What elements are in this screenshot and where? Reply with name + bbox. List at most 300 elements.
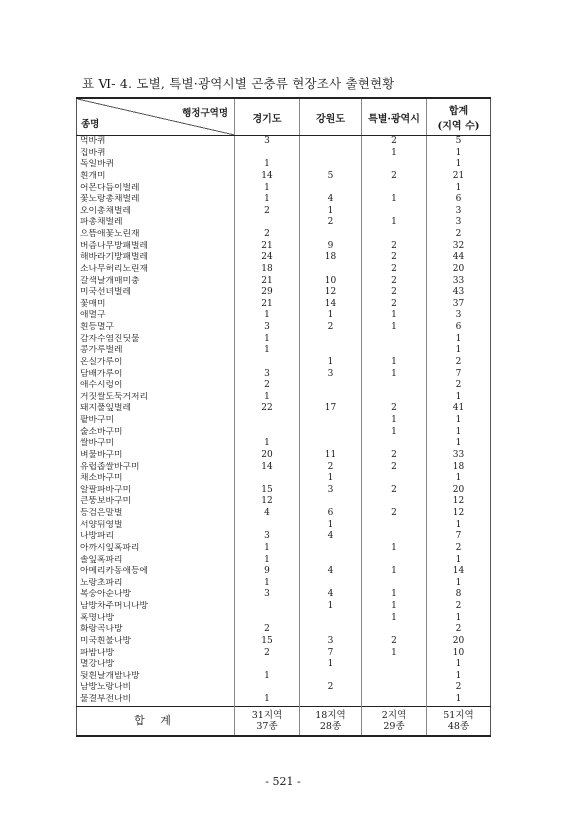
header-gangwon: 강원도 — [300, 98, 362, 136]
species-name-cell: 채소바구미 — [77, 473, 235, 485]
table-row — [77, 264, 491, 276]
metro-cell: 2 — [362, 450, 427, 462]
total-label: 합 계 — [77, 706, 235, 736]
gangwon-cell: 4 — [300, 589, 362, 601]
gangwon-cell: 5 — [300, 171, 362, 183]
gangwon-cell — [300, 264, 362, 276]
species-name-cell: 콩가루벌레 — [77, 345, 235, 357]
table-row — [77, 403, 491, 415]
gyeonggi-cell: 1 — [235, 694, 300, 706]
gyeonggi-cell: 1 — [235, 159, 300, 171]
metro-cell — [362, 206, 427, 218]
header-corner-cell — [77, 98, 235, 136]
total-cell: 1 — [455, 391, 462, 402]
metro-cell: 1 — [362, 310, 427, 322]
metro-cell: 2 — [362, 241, 427, 253]
species-name-cell: 거짓쌀도둑거저리 — [77, 392, 235, 404]
header-total — [427, 98, 491, 136]
gangwon-cell — [300, 415, 362, 427]
species-name-cell: 혹명나방 — [77, 613, 235, 625]
table-row — [77, 334, 491, 346]
metro-cell: 1 — [362, 322, 427, 334]
table-row — [77, 287, 491, 299]
total-cell: 20 — [452, 484, 465, 495]
species-name-cell: 뒷흰날개밤나방 — [77, 671, 235, 683]
gyeonggi-cell — [235, 473, 300, 485]
total-cell: 1 — [455, 554, 462, 565]
gangwon-cell — [300, 438, 362, 450]
total-cell: 1 — [455, 473, 462, 484]
total-cell: 43 — [452, 287, 465, 298]
metro-cell: 1 — [362, 601, 427, 613]
gyeonggi-cell — [235, 613, 300, 625]
gangwon-cell — [300, 694, 362, 706]
table-row — [77, 485, 491, 497]
gangwon-cell — [300, 345, 362, 357]
table-row — [77, 473, 491, 485]
total-cell: 44 — [452, 252, 465, 263]
total-row — [77, 706, 491, 736]
metro-cell: 1 — [362, 543, 427, 555]
species-name-cell: 화랑곡나방 — [77, 624, 235, 636]
gangwon-cell: 4 — [300, 566, 362, 578]
table-row — [77, 159, 491, 171]
total-cell: 1 — [455, 519, 462, 530]
total-cell: 1 — [455, 415, 462, 425]
species-name-cell: 파밤나방 — [77, 648, 235, 660]
metro-cell — [362, 496, 427, 508]
gangwon-cell — [300, 159, 362, 171]
table-row — [77, 601, 491, 613]
gyeonggi-cell: 2 — [235, 624, 300, 636]
gyeonggi-cell: 12 — [235, 496, 300, 508]
table-row — [77, 148, 491, 160]
gangwon-cell — [300, 613, 362, 625]
species-name-cell: 해바라기방패벌레 — [77, 252, 235, 264]
gangwon-cell: 3 — [300, 636, 362, 648]
gyeonggi-cell — [235, 217, 300, 229]
species-name-cell: 감자수염진딧물 — [77, 334, 235, 346]
metro-cell — [362, 159, 427, 171]
gangwon-cell: 4 — [300, 194, 362, 206]
metro-cell — [362, 438, 427, 450]
gyeonggi-cell: 3 — [235, 589, 300, 601]
region-header-label: 행정구역명 — [182, 108, 228, 119]
total-cell: 1 — [455, 659, 462, 670]
total-cell: 1 — [455, 159, 462, 170]
table-row — [77, 682, 491, 694]
species-name-cell: 서양뒤영벌 — [77, 520, 235, 532]
species-name-cell: 남방차주머니나방 — [77, 601, 235, 613]
species-name-cell: 큰뚱보바구미 — [77, 496, 235, 508]
table-row — [77, 229, 491, 241]
metro-cell: 1 — [362, 369, 427, 381]
table-row — [77, 508, 491, 520]
gyeonggi-cell: 4 — [235, 508, 300, 520]
gyeonggi-cell: 1 — [235, 578, 300, 590]
table-row — [77, 496, 491, 508]
species-name-cell: 아까시잎혹파리 — [77, 543, 235, 555]
metro-cell — [362, 578, 427, 590]
total-sum-species: 48종 — [447, 720, 470, 732]
total-cell: 2 — [455, 380, 462, 391]
total-cell: 3 — [455, 217, 462, 228]
total-metro-species: 29종 — [383, 720, 405, 732]
gyeonggi-cell: 14 — [235, 462, 300, 474]
metro-cell: 1 — [362, 648, 427, 660]
gyeonggi-cell — [235, 601, 300, 613]
total-cell: 10 — [452, 647, 465, 658]
gyeonggi-cell — [235, 682, 300, 694]
metro-cell: 1 — [362, 357, 427, 369]
gangwon-cell — [300, 229, 362, 241]
species-name-cell: 등검은말벌 — [77, 508, 235, 520]
gangwon-cell: 10 — [300, 276, 362, 288]
table-row — [77, 171, 491, 183]
metro-cell: 2 — [362, 462, 427, 474]
gyeonggi-cell: 1 — [235, 334, 300, 346]
metro-cell — [362, 555, 427, 567]
gangwon-cell: 12 — [300, 287, 362, 299]
species-name-cell: 물결부전나비 — [77, 694, 235, 706]
metro-cell: 2 — [362, 403, 427, 415]
table-row — [77, 183, 491, 195]
metro-cell: 1 — [362, 217, 427, 229]
total-cell: 20 — [452, 263, 465, 274]
metro-cell — [362, 659, 427, 671]
species-name-cell: 오이총채벌레 — [77, 206, 235, 218]
table-row — [77, 357, 491, 369]
gangwon-cell: 2 — [300, 322, 362, 334]
total-cell: 1 — [455, 182, 462, 193]
metro-cell — [362, 624, 427, 636]
gyeonggi-cell: 15 — [235, 636, 300, 648]
gangwon-cell: 1 — [300, 357, 362, 369]
total-cell: 1 — [455, 670, 462, 681]
table-row — [77, 136, 491, 148]
total-cell: 3 — [455, 310, 462, 321]
gyeonggi-cell: 3 — [235, 136, 300, 148]
total-gyeonggi-regions: 31지역 — [251, 709, 283, 721]
species-name-cell: 담배가루이 — [77, 369, 235, 381]
total-cell: 12 — [452, 496, 465, 507]
gyeonggi-cell — [235, 148, 300, 160]
total-cell: 33 — [452, 275, 465, 286]
table-row — [77, 566, 491, 578]
species-name-cell: 온실가루이 — [77, 357, 235, 369]
total-cell: 6 — [455, 194, 462, 205]
species-name-cell: 집바퀴 — [77, 148, 235, 160]
total-cell: 6 — [455, 322, 462, 332]
metro-cell — [362, 380, 427, 392]
gyeonggi-cell: 21 — [235, 276, 300, 288]
metro-cell: 2 — [362, 485, 427, 497]
metro-cell: 2 — [362, 171, 427, 183]
gyeonggi-cell: 20 — [235, 450, 300, 462]
table-header-row — [77, 98, 491, 136]
gyeonggi-cell — [235, 415, 300, 427]
total-cell: 8 — [455, 589, 462, 600]
total-cell: 2 — [455, 682, 462, 693]
table-row — [77, 636, 491, 648]
gangwon-cell: 17 — [300, 403, 362, 415]
metro-cell: 2 — [362, 299, 427, 311]
gangwon-cell: 9 — [300, 241, 362, 253]
metro-cell: 1 — [362, 415, 427, 427]
species-name-cell: 솔잎혹파리 — [77, 555, 235, 567]
table-title: 표 Ⅵ- 4. 도별, 특별·광역시별 곤충류 현장조사 출현현황 — [82, 76, 395, 91]
gangwon-cell — [300, 183, 362, 195]
gyeonggi-cell: 3 — [235, 531, 300, 543]
gangwon-cell: 2 — [300, 462, 362, 474]
total-cell: 2 — [455, 542, 462, 553]
metro-cell: 1 — [362, 427, 427, 439]
gyeonggi-cell: 1 — [235, 183, 300, 195]
total-cell: 21 — [452, 170, 465, 181]
gangwon-cell: 4 — [300, 531, 362, 543]
gangwon-cell — [300, 136, 362, 148]
total-cell: 14 — [452, 566, 465, 577]
gyeonggi-cell: 1 — [235, 345, 300, 357]
metro-cell — [362, 392, 427, 404]
table-row — [77, 543, 491, 555]
gyeonggi-cell: 3 — [235, 322, 300, 334]
metro-cell — [362, 694, 427, 706]
table-row — [77, 671, 491, 683]
total-cell: 2 — [455, 601, 462, 611]
total-gyeonggi-species: 37종 — [256, 720, 278, 732]
table-row — [77, 520, 491, 532]
total-cell: 33 — [452, 449, 465, 460]
table-row — [77, 555, 491, 567]
total-cell: 37 — [452, 298, 465, 309]
gangwon-cell: 11 — [300, 450, 362, 462]
total-cell: 32 — [452, 240, 465, 251]
table-row — [77, 217, 491, 229]
metro-cell: 1 — [362, 613, 427, 625]
gangwon-cell: 1 — [300, 520, 362, 532]
gangwon-cell: 18 — [300, 252, 362, 264]
gangwon-cell: 7 — [300, 648, 362, 660]
total-cell: 1 — [455, 345, 462, 356]
total-gangwon — [300, 706, 362, 736]
gyeonggi-cell: 24 — [235, 252, 300, 264]
species-name-cell: 파총채벌레 — [77, 217, 235, 229]
total-cell: 1 — [455, 577, 462, 588]
gyeonggi-cell: 9 — [235, 566, 300, 578]
metro-cell: 1 — [362, 148, 427, 160]
gyeonggi-cell: 2 — [235, 206, 300, 218]
gyeonggi-cell — [235, 427, 300, 439]
table-row — [77, 648, 491, 660]
gangwon-cell: 2 — [300, 217, 362, 229]
metro-cell — [362, 682, 427, 694]
species-name-cell: 버즘나무방패벌레 — [77, 241, 235, 253]
total-cell: 2 — [455, 229, 462, 239]
metro-cell: 2 — [362, 636, 427, 648]
gangwon-cell — [300, 392, 362, 404]
table-row — [77, 310, 491, 322]
species-name-cell: 복숭아순나방 — [77, 589, 235, 601]
metro-cell: 2 — [362, 276, 427, 288]
total-cell: 41 — [452, 403, 465, 414]
gangwon-cell: 3 — [300, 369, 362, 381]
gyeonggi-cell: 15 — [235, 485, 300, 497]
species-name-cell: 벼물바구미 — [77, 450, 235, 462]
metro-cell: 2 — [362, 264, 427, 276]
total-cell: 18 — [452, 461, 465, 472]
header-metro: 특별·광역시 — [362, 98, 427, 136]
table-row — [77, 194, 491, 206]
total-gyeonggi — [235, 706, 300, 736]
species-name-cell: 알팔파바구미 — [77, 485, 235, 497]
gangwon-cell — [300, 380, 362, 392]
total-cell: 7 — [455, 531, 462, 542]
gyeonggi-cell: 1 — [235, 555, 300, 567]
gyeonggi-cell: 18 — [235, 264, 300, 276]
species-name-cell: 흰등멸구 — [77, 322, 235, 334]
metro-cell — [362, 520, 427, 532]
gangwon-cell — [300, 624, 362, 636]
metro-cell — [362, 229, 427, 241]
total-sum-regions: 51지역 — [443, 709, 474, 721]
total-gangwon-species: 28종 — [319, 720, 342, 732]
metro-cell: 2 — [362, 136, 427, 148]
table-row — [77, 299, 491, 311]
gangwon-cell — [300, 148, 362, 160]
species-name-cell: 노랑초파리 — [77, 578, 235, 590]
species-name-cell: 어몬다듬이벌레 — [77, 183, 235, 195]
species-name-cell: 남방노랑나비 — [77, 682, 235, 694]
table-row — [77, 613, 491, 625]
total-cell: 7 — [455, 368, 462, 379]
gangwon-cell — [300, 543, 362, 555]
table-row — [77, 531, 491, 543]
table-row — [77, 694, 491, 706]
gyeonggi-cell: 29 — [235, 287, 300, 299]
gangwon-cell — [300, 578, 362, 590]
metro-cell — [362, 531, 427, 543]
total-sum — [427, 706, 491, 736]
total-cell: 2 — [455, 356, 462, 367]
page-number: - 521 - — [265, 775, 301, 788]
table-row — [77, 380, 491, 392]
table-row — [77, 345, 491, 357]
species-name-cell: 독일바퀴 — [77, 159, 235, 171]
gangwon-cell: 1 — [300, 310, 362, 322]
total-cell: 1 — [455, 147, 462, 158]
gyeonggi-cell: 3 — [235, 369, 300, 381]
gangwon-cell: 1 — [300, 601, 362, 613]
species-name-cell: 유럽좁쌀바구미 — [77, 462, 235, 474]
gyeonggi-cell: 1 — [235, 671, 300, 683]
gyeonggi-cell: 21 — [235, 241, 300, 253]
metro-cell: 1 — [362, 589, 427, 601]
table-row — [77, 659, 491, 671]
header-total-line2: (지역 수) — [437, 121, 480, 132]
gangwon-cell: 2 — [300, 682, 362, 694]
gyeonggi-cell: 1 — [235, 194, 300, 206]
total-cell: 12 — [452, 508, 465, 518]
metro-cell — [362, 334, 427, 346]
total-metro-regions: 2지역 — [381, 709, 407, 721]
species-name-cell: 애멸구 — [77, 310, 235, 322]
table-row — [77, 241, 491, 253]
species-name-cell: 꽃매미 — [77, 299, 235, 311]
table-row — [77, 450, 491, 462]
species-name-cell: 멸강나방 — [77, 659, 235, 671]
gyeonggi-cell: 1 — [235, 310, 300, 322]
gyeonggi-cell — [235, 659, 300, 671]
table-row — [77, 322, 491, 334]
gangwon-cell — [300, 334, 362, 346]
total-cell: 1 — [455, 612, 462, 623]
species-name-cell: 팥바구미 — [77, 415, 235, 427]
total-cell: 20 — [452, 635, 465, 646]
metro-cell: 1 — [362, 566, 427, 578]
species-name-cell: 갈색날개매미충 — [77, 276, 235, 288]
species-name-cell: 꽃노랑총채벌레 — [77, 194, 235, 206]
species-name-cell: 으뜸애꽃노린재 — [77, 229, 235, 241]
metro-cell: 2 — [362, 252, 427, 264]
gangwon-cell: 6 — [300, 508, 362, 520]
table-row — [77, 427, 491, 439]
gangwon-cell: 1 — [300, 659, 362, 671]
gyeonggi-cell: 2 — [235, 229, 300, 241]
metro-cell — [362, 671, 427, 683]
gyeonggi-cell — [235, 520, 300, 532]
total-metro — [362, 706, 427, 736]
gangwon-cell — [300, 671, 362, 683]
gyeonggi-cell: 1 — [235, 438, 300, 450]
gyeonggi-cell: 21 — [235, 299, 300, 311]
species-name-cell: 술소바구미 — [77, 427, 235, 439]
table-row — [77, 276, 491, 288]
total-cell: 1 — [455, 333, 462, 344]
gangwon-cell — [300, 496, 362, 508]
species-name-cell: 돼지풀잎벌레 — [77, 403, 235, 415]
gangwon-cell: 1 — [300, 473, 362, 485]
total-cell: 1 — [455, 694, 462, 704]
total-cell: 3 — [455, 205, 462, 216]
table-row — [77, 369, 491, 381]
table-row — [77, 438, 491, 450]
gyeonggi-cell: 1 — [235, 392, 300, 404]
total-cell: 1 — [455, 426, 462, 437]
total-cell: 5 — [455, 136, 462, 146]
insect-occurrence-table — [76, 97, 491, 737]
metro-cell: 2 — [362, 508, 427, 520]
header-gyeonggi: 경기도 — [235, 98, 300, 136]
table-row — [77, 252, 491, 264]
table-row — [77, 206, 491, 218]
table-row — [77, 392, 491, 404]
table-row — [77, 578, 491, 590]
gangwon-cell: 3 — [300, 485, 362, 497]
species-name-cell: 흰개미 — [77, 171, 235, 183]
metro-cell — [362, 345, 427, 357]
table-row — [77, 415, 491, 427]
species-name-cell: 먹바퀴 — [77, 136, 235, 148]
species-name-cell: 나방파리 — [77, 531, 235, 543]
species-name-cell: 아메리카동애등에 — [77, 566, 235, 578]
table-row — [77, 589, 491, 601]
species-name-cell: 쌀바구미 — [77, 438, 235, 450]
gyeonggi-cell: 2 — [235, 380, 300, 392]
gyeonggi-cell: 2 — [235, 648, 300, 660]
header-total-line1: 합계 — [448, 106, 469, 117]
gangwon-cell — [300, 427, 362, 439]
